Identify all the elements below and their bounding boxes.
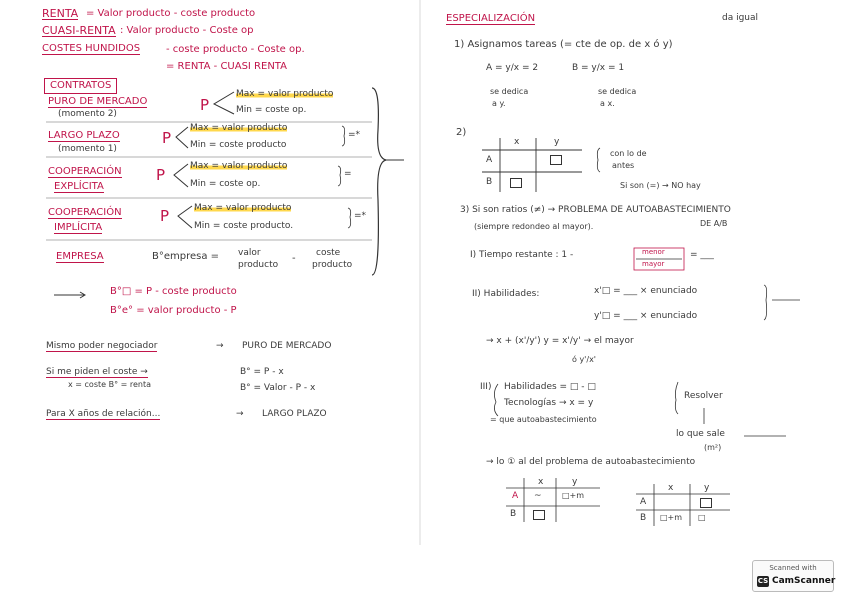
costes-term: COSTES HUNDIDOS xyxy=(42,43,141,54)
rule-3-arrow: → xyxy=(236,409,244,419)
empresa-v1: valor xyxy=(238,248,261,258)
table-3-header-x: x xyxy=(668,483,674,493)
contratos-title: CONTRATOS xyxy=(44,78,117,94)
sub-ii-2: y'□ = ___ × enunciado xyxy=(594,311,698,321)
table-3-row-a: A xyxy=(640,497,647,507)
contract-max: Max = valor producto xyxy=(194,203,292,213)
step-3-b: (siempre redondeo al mayor). xyxy=(474,222,594,231)
contract-eq: =* xyxy=(354,211,367,221)
contract-name2: EXPLÍCITA xyxy=(54,181,104,192)
b-formula-2: B°e° = valor producto - P xyxy=(110,305,237,316)
step-1-f: a x. xyxy=(600,99,615,108)
final-note: → lo ① al del problema de autoabastecimiento xyxy=(486,457,696,467)
step-2-note-3: Si son (=) → NO hay xyxy=(620,181,701,190)
table-2-header-x: x xyxy=(538,477,544,487)
table-3-cell-by: □ xyxy=(698,513,706,522)
table-1-cell-bx xyxy=(510,178,522,188)
contract-max: Max = valor producto xyxy=(236,89,334,99)
empresa-minus: - xyxy=(292,253,296,264)
sub-iii-2: Tecnologías → x = y xyxy=(504,398,594,408)
sub-iii-4: Resolver xyxy=(684,391,723,401)
empresa-v2b: producto xyxy=(312,260,353,270)
rule-2-left: Si me piden el coste → xyxy=(46,367,148,377)
especializacion-title: ESPECIALIZACIÓN xyxy=(446,13,536,24)
sub-ii-3: → x + (x'/y') y = x'/y' → el mayor xyxy=(486,336,634,346)
contract-min: Min = coste producto. xyxy=(194,221,294,231)
sub-ii-4: ó y'/x' xyxy=(572,355,596,364)
contract-max: Max = valor producto xyxy=(190,161,288,171)
table-3-header-y: y xyxy=(704,483,710,493)
table-1-cell-ay xyxy=(550,155,562,165)
costes-def: - coste producto - Coste op. xyxy=(166,44,305,55)
rule-3-right: LARGO PLAZO xyxy=(262,409,327,419)
sub-iii-6: (m²) xyxy=(704,443,722,452)
contract-name: PURO DE MERCADO xyxy=(48,96,148,107)
contract-sub: (momento 1) xyxy=(58,144,117,154)
renta-term: RENTA xyxy=(42,7,79,20)
watermark-brand: CamScanner xyxy=(772,576,836,586)
camscanner-logo-icon: CS xyxy=(757,577,769,585)
table-2-cell-bx xyxy=(533,510,545,520)
contract-name: COOPERACIÓN xyxy=(48,166,122,177)
costes-def2: = RENTA - CUASI RENTA xyxy=(166,61,287,72)
sub-iii: III) xyxy=(480,382,492,392)
contract-p: P xyxy=(162,129,172,147)
watermark-top-text: Scanned with xyxy=(769,564,817,572)
table-3-cell-bx: □+m xyxy=(660,513,683,522)
cuasi-term: CUASI-RENTA xyxy=(42,24,116,37)
cuasi-def: : Valor producto - Coste op xyxy=(120,25,254,36)
sub-iii-1: Habilidades = □ - □ xyxy=(504,382,596,392)
empresa-v2: coste xyxy=(316,248,341,258)
table-3-cell-ay xyxy=(700,498,712,508)
b-formula-1: B°□ = P - coste producto xyxy=(110,286,237,297)
step-3-c: DE A/B xyxy=(700,219,728,228)
step-2-note-1: con lo de xyxy=(610,149,647,158)
contract-p: P xyxy=(200,96,210,114)
table-2-cell-ax: ~ xyxy=(534,491,542,501)
step-1-c: se dedica xyxy=(490,87,529,96)
step-1-e: se dedica xyxy=(598,87,637,96)
sub-i-numer: menor xyxy=(642,248,665,256)
contract-eq: =* xyxy=(348,130,361,140)
rule-1-right: PURO DE MERCADO xyxy=(242,341,332,351)
step-2-note-2: antes xyxy=(612,161,635,170)
table-1-row-a: A xyxy=(486,155,493,165)
contract-min: Min = coste op. xyxy=(190,179,261,189)
sub-i-denom: mayor xyxy=(642,260,665,268)
table-1-header-y: y xyxy=(554,137,560,147)
table-2-cell-ay: □+m xyxy=(562,491,585,500)
contract-eq: = xyxy=(344,169,352,179)
sub-iii-5: lo que sale xyxy=(676,429,725,439)
sub-i: I) Tiempo restante : 1 - xyxy=(470,250,574,260)
step-1-d: a y. xyxy=(492,99,506,108)
table-1-header-x: x xyxy=(514,137,520,147)
empresa-b: B°empresa = xyxy=(152,251,220,262)
table-2-header-y: y xyxy=(572,477,578,487)
step-1: 1) Asignamos tareas (= cte de op. de x ó y) xyxy=(454,39,673,50)
rule-2-right2: B° = Valor - P - x xyxy=(240,383,316,393)
step-2: 2) xyxy=(456,127,467,138)
sub-iii-3: = que autoabastecimiento xyxy=(490,415,597,424)
table-2-row-b: B xyxy=(510,509,517,519)
contract-p: P xyxy=(156,166,166,184)
contract-min: Min = coste op. xyxy=(236,105,307,115)
empresa-v1b: producto xyxy=(238,260,279,270)
sub-i-equals: = ___ xyxy=(690,250,714,260)
rule-1-arrow: → xyxy=(216,341,224,351)
rule-2-right: B° = P - x xyxy=(240,367,284,377)
table-2-row-a: A xyxy=(512,491,519,501)
sub-ii: II) Habilidades: xyxy=(472,289,540,299)
sub-ii-1: x'□ = ___ × enunciado xyxy=(594,286,698,296)
step-1-a: A = y/x = 2 xyxy=(486,63,539,73)
table-1-row-b: B xyxy=(486,177,493,187)
table-3-row-b: B xyxy=(640,513,647,523)
contract-p: P xyxy=(160,207,170,225)
renta-def: = Valor producto - coste producto xyxy=(86,8,256,19)
rule-3-left: Para X años de relación... xyxy=(46,409,161,419)
step-3: 3) Si son ratios (≠) → PROBLEMA DE AUTOABASTECIMIENTO xyxy=(460,205,731,215)
rule-2-left2: x = coste B° = renta xyxy=(68,380,152,389)
contract-min: Min = coste producto xyxy=(190,140,287,150)
contract-name: COOPERACIÓN xyxy=(48,207,122,218)
contract-max: Max = valor producto xyxy=(190,123,288,133)
rule-1-left: Mismo poder negociador xyxy=(46,341,158,351)
step-1-b: B = y/x = 1 xyxy=(572,63,625,73)
empresa-name: EMPRESA xyxy=(56,251,104,262)
da-igual-note: da igual xyxy=(722,13,759,23)
contract-sub: (momento 2) xyxy=(58,109,117,119)
contract-name2: IMPLÍCITA xyxy=(54,222,103,233)
camscanner-watermark xyxy=(752,560,834,592)
contract-name: LARGO PLAZO xyxy=(48,130,120,141)
